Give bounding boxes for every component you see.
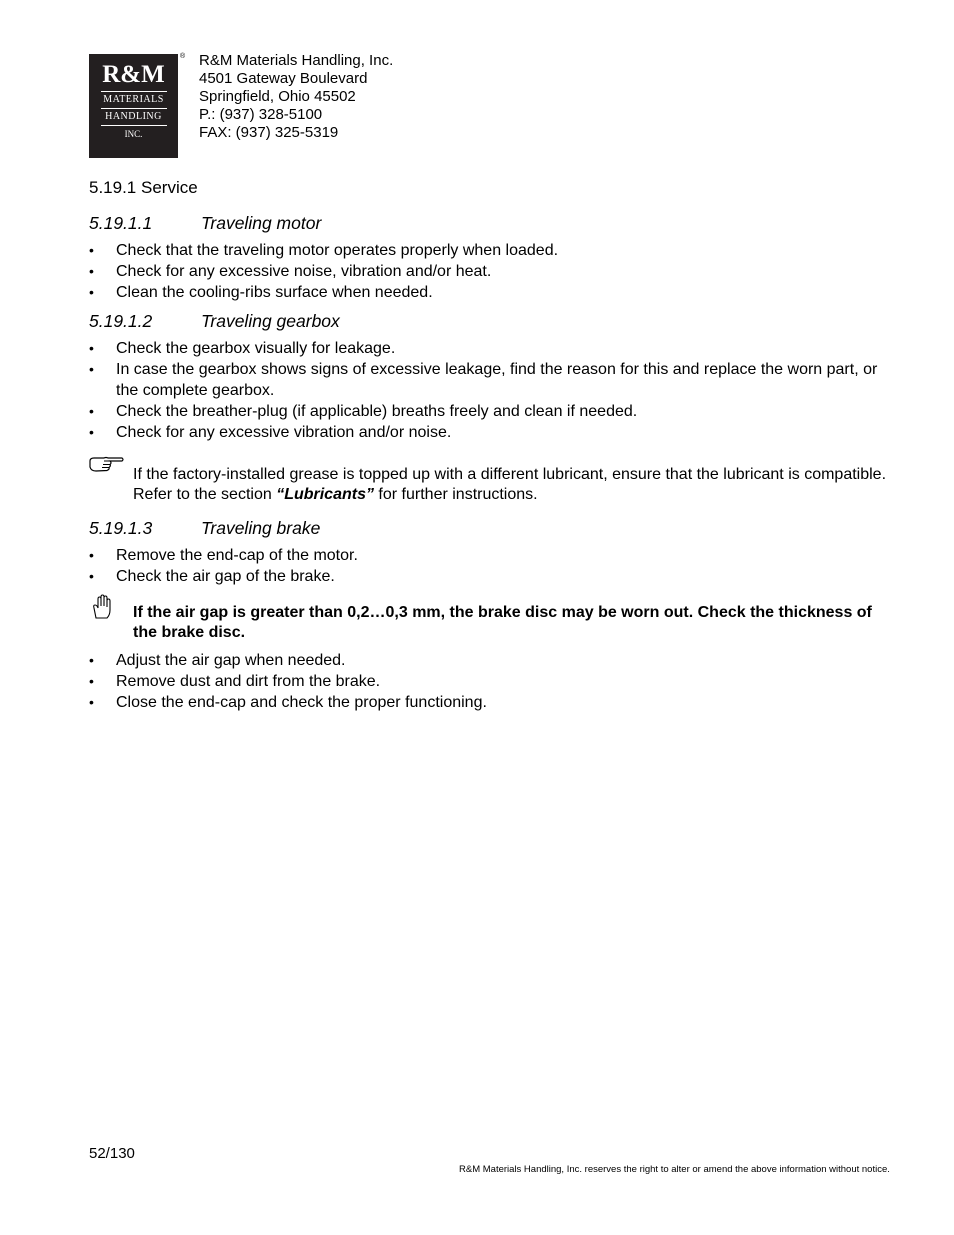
- company-logo: [89, 54, 178, 158]
- logo-line-materials: MATERIALS: [103, 94, 164, 105]
- bullet-list-traveling-motor: [89, 240, 889, 303]
- note-text-end: for further instructions.: [373, 486, 538, 503]
- pointing-hand-icon: [88, 456, 124, 474]
- brake-warning: If the air gap is greater than 0,2…0,3 mm, the brake disc may be worn out. Check the thickness of the brake disc.: [133, 604, 872, 641]
- list-item: • Check the breather-plug (if applicable) breaths freely and clean if needed.: [89, 401, 889, 422]
- list-item: • Check the air gap of the brake.: [89, 566, 889, 587]
- subsection-number: 5.19.1.2: [89, 311, 153, 331]
- subsection-heading-traveling-gearbox: [89, 311, 340, 332]
- list-item: • Check that the traveling motor operates properly when loaded.: [89, 240, 889, 261]
- list-item: • Clean the cooling-ribs surface when needed.: [89, 282, 889, 303]
- address-line: Springfield, Ohio 45502: [199, 88, 356, 105]
- address-line: FAX: (937) 325-5319: [199, 124, 339, 141]
- subsection-title: Traveling gearbox: [201, 311, 340, 331]
- raised-hand-icon: [90, 594, 116, 620]
- list-item: • Check for any excessive noise, vibration and/or heat.: [89, 261, 889, 282]
- bullet-list-brake-actions: [89, 650, 889, 713]
- note-text: If the factory-installed grease is topped up with a different lubricant, ensure that the lubricant is compatible. Refer to the section: [133, 466, 887, 503]
- address-line: P.: (937) 328-5100: [199, 106, 323, 123]
- subsection-title: Traveling brake: [201, 518, 321, 538]
- logo-line-handling: HANDLING: [105, 111, 162, 122]
- subsection-title: Traveling motor: [201, 213, 322, 233]
- subsection-heading-traveling-motor: [89, 213, 321, 234]
- logo-main-text: R&M: [102, 61, 165, 88]
- subsection-number: 5.19.1.1: [89, 213, 153, 233]
- list-item: • Remove dust and dirt from the brake.: [89, 671, 889, 692]
- bullet-list-traveling-gearbox: [89, 338, 889, 443]
- list-item: • Adjust the air gap when needed.: [89, 650, 889, 671]
- list-item: • In case the gearbox shows signs of excessive leakage, find the reason for this and replace the worn part, or the complete gearbox.: [89, 359, 889, 401]
- company-address: [199, 52, 393, 142]
- address-line: 4501 Gateway Boulevard: [199, 70, 368, 87]
- list-item: • Close the end-cap and check the proper functioning.: [89, 692, 889, 713]
- logo-line-inc: INC.: [124, 129, 143, 139]
- list-item: • Check the gearbox visually for leakage.: [89, 338, 889, 359]
- page-number: 52/130: [89, 1145, 135, 1162]
- logo-divider: [101, 125, 167, 126]
- subsection-number: 5.19.1.3: [89, 518, 153, 538]
- lubricants-reference: “Lubricants”: [276, 486, 374, 503]
- footer-disclaimer: R&M Materials Handling, Inc. reserves the right to alter or amend the above information without notice.: [459, 1164, 890, 1175]
- lubricant-note: [133, 465, 893, 505]
- bullet-list-traveling-brake: [89, 545, 889, 587]
- logo-divider: [101, 108, 167, 109]
- list-item: • Check for any excessive vibration and/or noise.: [89, 422, 889, 443]
- logo-divider: [101, 91, 167, 92]
- list-item: • Remove the end-cap of the motor.: [89, 545, 889, 566]
- address-line: R&M Materials Handling, Inc.: [199, 52, 394, 69]
- registered-mark: ®: [180, 53, 186, 60]
- subsection-heading-traveling-brake: [89, 518, 320, 539]
- section-title: 5.19.1 Service: [89, 178, 198, 197]
